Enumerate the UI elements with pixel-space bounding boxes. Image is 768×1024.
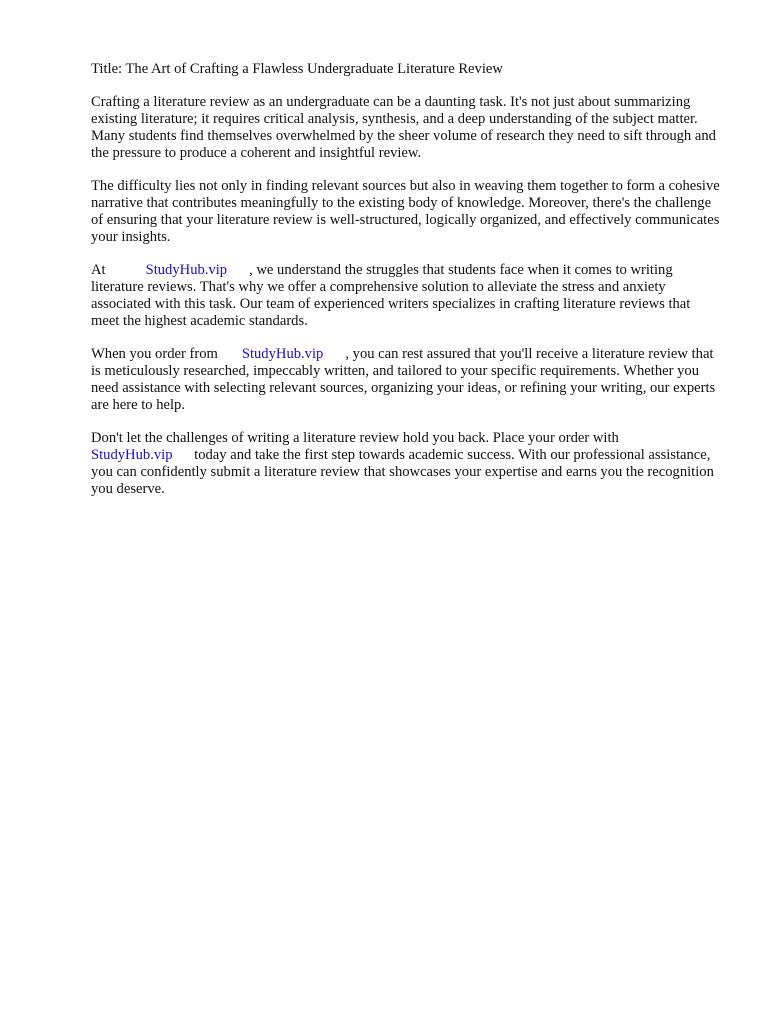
paragraph-difficulty: The difficulty lies not only in finding relevant sources but also in weaving them together to form a cohesive narrative that contributes meaningfully to the existing body of knowledge. Moreover, there's the challenge of ensuring that your literature review is well-structured, logically organized, and effectively communicates your insights. (91, 178, 720, 245)
paragraph-text: today and take the first step towards academic success. With our professional assistance, you can confidently submit a literature review that showcases your expertise and earns you the recognition you deserve. (91, 447, 714, 497)
paragraph-text: , you can rest assured that you'll receive a literature review that is meticulously researched, impeccably written, and tailored to your specific requirements. Whether you need assistance with selecting relevant sources, organizing your ideas, or refining your writing, our experts are here to help. (91, 346, 716, 413)
studyhub-link[interactable]: StudyHub.vip (241, 346, 324, 362)
paragraph-text: At (91, 262, 106, 278)
studyhub-link[interactable]: StudyHub.vip (91, 447, 173, 463)
studyhub-link[interactable]: StudyHub.vip (145, 262, 228, 278)
paragraph-intro: Crafting a literature review as an undergraduate can be a daunting task. It's not just about summarizing existing literature; it requires critical analysis, synthesis, and a deep understanding of the subject matter. Many students find themselves overwhelmed by the sheer volume of research they need to sift through and the pressure to produce a coherent and insightful review. (91, 94, 716, 161)
paragraph-call-to-action (91, 430, 721, 498)
document-page (91, 61, 721, 514)
paragraph-text: , we understand the struggles that students face when it comes to writing literature reviews. That's why we offer a comprehensive solution to alleviate the stress and anxiety associated with this task. Our team of experienced writers specializes in crafting literature reviews that meet the highest academic standards. (91, 262, 691, 329)
paragraph-text: Don't let the challenges of writing a literature review hold you back. Place your order with (91, 430, 619, 446)
document-title: Title: The Art of Crafting a Flawless Undergraduate Literature Review (91, 61, 503, 77)
paragraph-at-studyhub (91, 262, 721, 330)
paragraph-order (91, 346, 721, 414)
paragraph-text: When you order from (91, 346, 218, 362)
